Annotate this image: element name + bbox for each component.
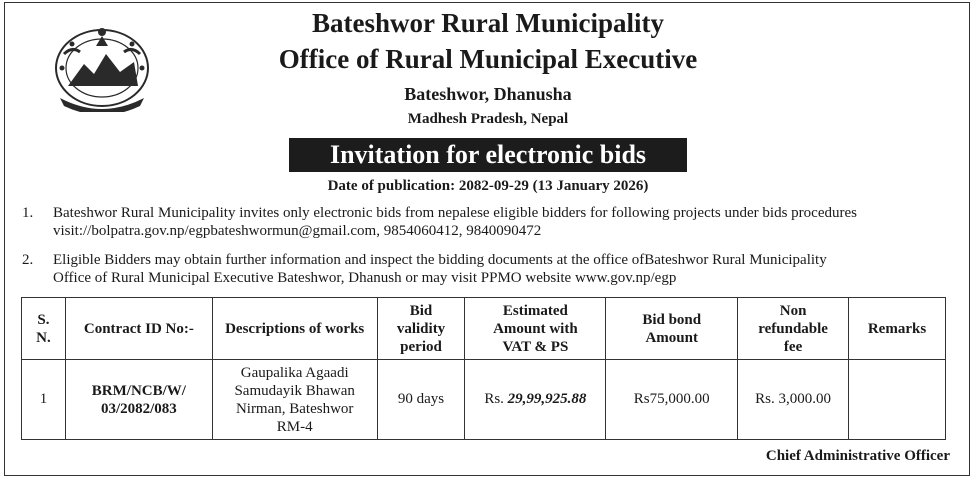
- cell-contract-id: BRM/NCB/W/ 03/2082/083: [65, 360, 212, 440]
- bids-table: [21, 297, 946, 440]
- notice-title: Invitation for electronic bids: [289, 138, 687, 172]
- header-remarks: Remarks: [849, 298, 946, 360]
- table-header-row: [22, 298, 946, 360]
- paragraph-number: 2.: [22, 252, 34, 268]
- header-fee: Non refundable fee: [738, 298, 849, 360]
- office-name: Office of Rural Municipal Executive: [278, 44, 698, 74]
- signature: Chief Administrative Officer: [765, 448, 950, 464]
- header-estimated-amount: Estimated Amount with VAT & PS: [465, 298, 606, 360]
- cell-description: Gaupalika Agaadi Samudayik Bhawan Nirman, Bateshwor RM-4: [212, 360, 377, 440]
- table-row: [22, 360, 946, 440]
- paragraph-1: [53, 204, 965, 240]
- province: Madhesh Pradesh, Nepal: [407, 111, 569, 127]
- cell-sn: 1: [22, 360, 66, 440]
- header-bid-bond: Bid bond Amount: [606, 298, 738, 360]
- header-sn: S. N.: [22, 298, 66, 360]
- location: Bateshwor, Dhanusha: [404, 84, 572, 104]
- paragraph-line: visit://bolpatra.gov.np/egpbateshwormun@gmail.com, 9854060412, 9840090472: [53, 223, 542, 239]
- paragraph-line: Office of Rural Municipal Executive Bateshwor, Dhanush or may visit PPMO website www.gov.np/egp: [53, 270, 677, 286]
- paragraph-line: Bateshwor Rural Municipality invites only electronic bids from nepalese eligible bidders for following projects under bids procedures: [53, 205, 857, 221]
- municipality-name: Bateshwor Rural Municipality: [311, 8, 664, 38]
- cell-remarks: [849, 360, 946, 440]
- cell-validity: 90 days: [377, 360, 465, 440]
- cell-bid-bond: Rs75,000.00: [606, 360, 738, 440]
- header-description: Descriptions of works: [212, 298, 377, 360]
- publication-date: Date of publication: 2082-09-29 (13 January 2026): [327, 178, 649, 194]
- paragraph-number: 1.: [22, 205, 34, 221]
- paragraph-line: Eligible Bidders may obtain further information and inspect the bidding documents at the office ofBateshwor Rural Municipality: [53, 252, 827, 268]
- paragraph-2: [53, 251, 965, 287]
- header-validity: Bid validity period: [377, 298, 465, 360]
- cell-estimated-amount: Rs. 29,99,925.88: [465, 360, 606, 440]
- header-contract-id: Contract ID No:-: [65, 298, 212, 360]
- cell-fee: Rs. 3,000.00: [738, 360, 849, 440]
